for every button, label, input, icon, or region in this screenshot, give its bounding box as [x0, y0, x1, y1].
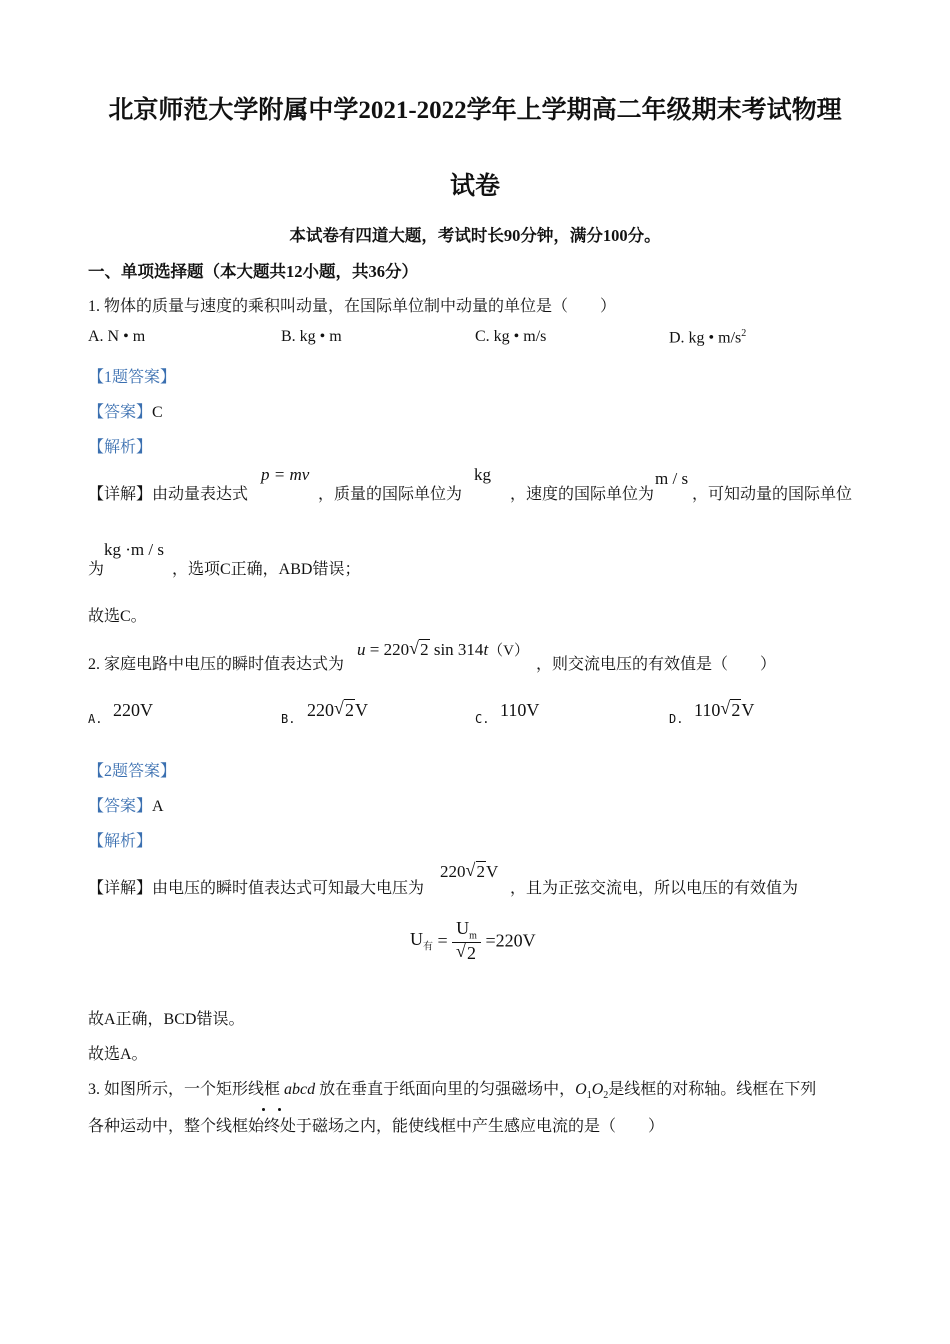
q1-conclusion: 故选C。 [88, 608, 147, 625]
q3-stem-line2: 各种运动中，整个线框始终处于磁场之内，能使线框中产生感应电流的是（ ） [88, 1118, 665, 1135]
q2-stem-post: ，则交流电压的有效值是（ ） [536, 656, 777, 673]
q1-analysis-label: 【解析】 [88, 439, 153, 456]
q1-detail-line1: 【详解】由动量表达式 [88, 486, 249, 503]
sqrt-symbol: √ 2 [334, 698, 354, 720]
q2-line-a: 故A正确，BCD错误。 [88, 1011, 245, 1028]
q2-option-c-letter: C. [475, 712, 490, 726]
section-heading: 一、单项选择题（本大题共12小题，共36分） [88, 262, 418, 281]
q2-stem-pre: 2. 家庭电路中电压的瞬时值表达式为 [88, 656, 345, 673]
q2-option-d-letter: D. [669, 712, 684, 726]
q1-detail-line2-tail: ，选项C正确，ABD错误； [172, 561, 361, 578]
q2-option-c-value: 110V [500, 700, 540, 720]
q2-option-a-letter: A. [88, 712, 103, 726]
q2-option-b-value: 220 √ 2V [307, 698, 368, 720]
q2-answer-header: 【2题答案】 [88, 763, 177, 780]
q1-detail-speed-text: ，速度的国际单位为 [510, 486, 655, 503]
fraction: $U_m$ √ 2 [452, 918, 481, 964]
q1-momentum-unit: kg ·m / s [104, 540, 164, 559]
sqrt-symbol: √ 2 [456, 940, 477, 963]
q2-detail-vmax: 220 √ 2V [440, 860, 499, 881]
emphasis-dot [262, 1108, 265, 1111]
sqrt-symbol: √ 2 [409, 638, 429, 659]
q1-option-d: D. kg • $m/s^2$ [669, 328, 747, 347]
q1-formula: p = mv [261, 465, 310, 484]
exam-intro: 本试卷有四道大题，考试时长90分钟，满分100分。 [289, 226, 661, 245]
q2-detail-post: ，且为正弦交流电，所以电压的有效值为 [510, 880, 799, 897]
sqrt-symbol: √ 2 [720, 698, 741, 720]
q1-detail-tail: ，可知动量的国际单位 [692, 486, 853, 503]
emphasis-dot [278, 1108, 281, 1111]
q2-option-a-value: 220V [113, 700, 153, 720]
q2-formula: u = 220 √ 2 sin 314t（V） [357, 638, 530, 659]
q2-detail-pre: 【详解】由电压的瞬时值表达式可知最大电压为 [88, 880, 425, 897]
q1-answer: 【答案】C [88, 404, 163, 421]
q2-conclusion: 故选A。 [88, 1046, 148, 1063]
q3-stem-line1: 3. 如图所示，一个矩形线框 abcd 放在垂直于纸面向里的匀强磁场中，$O_1O_2$是线框的对称轴。线框在下列 [88, 1081, 817, 1102]
sqrt-symbol: √ 2 [465, 860, 485, 881]
q1-detail-mass-text: ，质量的国际单位为 [318, 486, 463, 503]
q1-answer-header: 【1题答案】 [88, 369, 177, 386]
q2-analysis-label: 【解析】 [88, 833, 153, 850]
q1-detail-line2-prefix: 为 [88, 561, 105, 578]
q2-option-b-letter: B. [281, 712, 296, 726]
page-title-line2: 试卷 [449, 173, 500, 200]
q1-stem: 1. 物体的质量与速度的乘积叫动量，在国际单位制中动量的单位是（ ） [88, 298, 617, 315]
q1-mass-unit: kg [474, 465, 491, 484]
q1-option-b: B. kg • m [281, 328, 342, 345]
q2-answer: 【答案】A [88, 798, 164, 815]
q2-option-d-value: 110 √ 2V [694, 698, 755, 720]
q1-speed-unit: m / s [655, 469, 689, 488]
q1-option-a: A. N • m [88, 328, 146, 345]
q1-option-c: C. kg • m/s [475, 328, 547, 345]
page-title: 北京师范大学附属中学2021-2022学年上学期高二年级期末考试物理 [108, 97, 842, 124]
q2-rms-equation: $U_有$ = $U_m$ √ 2 =220V [410, 918, 536, 963]
